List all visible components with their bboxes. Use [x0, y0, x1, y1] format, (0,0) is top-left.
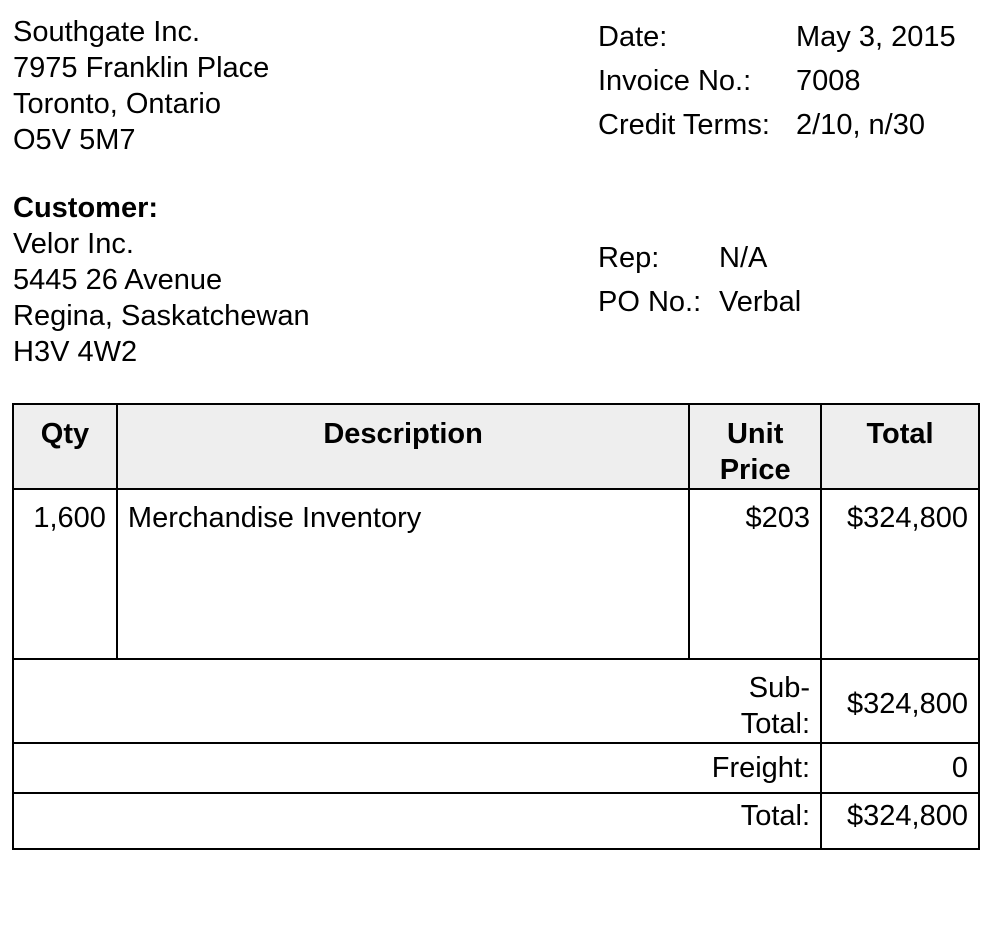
total-value: $324,800 [821, 793, 979, 849]
date-label: Date: [598, 21, 668, 53]
seller-name: Southgate Inc. [13, 16, 201, 48]
freight-value: 0 [821, 743, 979, 793]
invoice-number-value: 7008 [796, 65, 861, 97]
table-row [13, 489, 979, 659]
item-qty: 1,600 [13, 489, 117, 659]
po-label: PO No.: [598, 286, 702, 318]
credit-terms-label: Credit Terms: [598, 109, 770, 141]
subtotal-label-line2: Total: [740, 708, 811, 740]
subtotal-label [13, 659, 821, 743]
item-description: Merchandise Inventory [117, 489, 689, 659]
invoice-number-label: Invoice No.: [598, 65, 752, 97]
total-row [13, 793, 979, 849]
header-unit-price [689, 404, 821, 489]
rep-value: N/A [719, 242, 768, 274]
item-unit-price: $203 [689, 489, 821, 659]
header-unit-price-line1: Unit [726, 418, 784, 450]
subtotal-label-line1: Sub- [748, 672, 811, 704]
seller-address [13, 14, 269, 158]
subtotal-row [13, 659, 979, 743]
customer-address-line1: 5445 26 Avenue [13, 264, 223, 296]
freight-row [13, 743, 979, 793]
invoice-table [12, 403, 980, 850]
seller-address-line1: 7975 Franklin Place [13, 52, 270, 84]
customer-address-line2: Regina, Saskatchewan [13, 300, 310, 332]
item-total: $324,800 [821, 489, 979, 659]
table-header-row [13, 404, 979, 489]
customer-postal-code: H3V 4W2 [13, 336, 138, 368]
rep-label: Rep: [598, 242, 660, 274]
header-qty: Qty [13, 404, 117, 489]
subtotal-value: $324,800 [821, 659, 979, 743]
date-value: May 3, 2015 [796, 21, 956, 53]
seller-postal-code: O5V 5M7 [13, 124, 136, 156]
customer-address [13, 190, 310, 370]
seller-address-line2: Toronto, Ontario [13, 88, 221, 120]
header-description: Description [117, 404, 689, 489]
header-total: Total [821, 404, 979, 489]
po-value: Verbal [719, 286, 802, 318]
customer-heading: Customer: [13, 192, 159, 224]
customer-name: Velor Inc. [13, 228, 134, 260]
credit-terms-value: 2/10, n/30 [796, 109, 925, 141]
header-unit-price-line2: Price [719, 454, 791, 486]
total-label: Total: [13, 793, 821, 849]
freight-label: Freight: [13, 743, 821, 793]
